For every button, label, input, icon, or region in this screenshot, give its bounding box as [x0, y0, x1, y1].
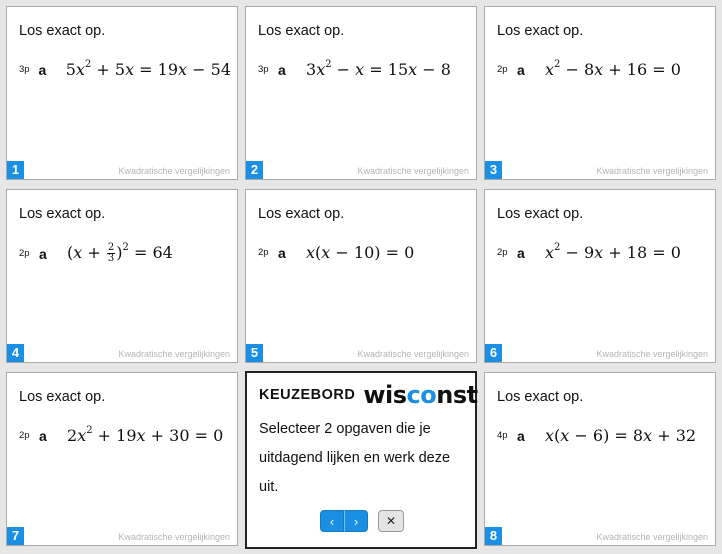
- card-number-badge: 4: [7, 344, 24, 362]
- points: 3p: [258, 64, 269, 75]
- card-number-badge: 7: [7, 527, 24, 545]
- exercise-card-1[interactable]: [6, 6, 238, 180]
- points: 3p: [19, 64, 30, 75]
- board-title: KEUZEBORD: [259, 387, 356, 403]
- topic-label: Kwadratische vergelijkingen: [357, 166, 469, 176]
- instruction: Los exact op.: [497, 206, 584, 222]
- previous-button[interactable]: ‹: [320, 510, 344, 532]
- points: 2p: [258, 247, 269, 258]
- exercise-card-3[interactable]: [484, 6, 716, 180]
- equation: x(x − 6) = 8x + 32: [545, 426, 697, 445]
- sub-letter: a: [39, 245, 47, 262]
- instruction: Los exact op.: [497, 389, 584, 405]
- points: 2p: [497, 247, 508, 258]
- choice-board-panel: [245, 371, 477, 549]
- equation: $5x^2 + 5x = 19x - 54$: [65, 59, 231, 79]
- equation: $2x^2 + 19x + 30 = 0$: [67, 425, 224, 445]
- equation: $3x^2 - x = 15x - 8$: [306, 59, 451, 79]
- board-header: [259, 381, 478, 409]
- wiskunst-logo: wisconst: [363, 381, 478, 409]
- sub-letter: a: [517, 61, 525, 78]
- exercise-card-8[interactable]: [484, 372, 716, 546]
- instruction: Los exact op.: [19, 389, 106, 405]
- card-number-badge: 2: [246, 161, 263, 179]
- instruction: Los exact op.: [19, 23, 106, 39]
- card-number-badge: 6: [485, 344, 502, 362]
- sub-letter: a: [517, 427, 525, 444]
- instruction: Los exact op.: [258, 206, 345, 222]
- infinity-icon: co: [406, 381, 437, 409]
- equation: x(x − 10) = 0: [306, 243, 415, 262]
- topic-label: Kwadratische vergelijkingen: [357, 349, 469, 359]
- instruction: Los exact op.: [19, 206, 106, 222]
- sub-letter: a: [39, 427, 47, 444]
- sub-letter: a: [517, 244, 525, 261]
- card-number-badge: 3: [485, 161, 502, 179]
- sub-letter: a: [278, 61, 286, 78]
- topic-label: Kwadratische vergelijkingen: [596, 166, 708, 176]
- instruction: Los exact op.: [497, 23, 584, 39]
- board-instruction: Selecteer 2 opgaven die je uitdagend lijken en werk deze uit.: [259, 421, 451, 495]
- equation: $x^2 - 9x + 18 = 0$: [545, 242, 681, 262]
- topic-label: Kwadratische vergelijkingen: [596, 532, 708, 542]
- card-number-badge: 5: [246, 344, 263, 362]
- topic-label: Kwadratische vergelijkingen: [118, 532, 230, 542]
- exercise-card-6[interactable]: [484, 189, 716, 363]
- topic-label: Kwadratische vergelijkingen: [596, 349, 708, 359]
- board-nav: [320, 510, 368, 532]
- equation: (x + $\frac{2}{3}$ )$^2$ = 64: [67, 242, 173, 264]
- topic-label: Kwadratische vergelijkingen: [118, 166, 230, 176]
- sub-letter: a: [278, 244, 286, 261]
- instruction: Los exact op.: [258, 23, 345, 39]
- exercise-card-7[interactable]: [6, 372, 238, 546]
- next-button[interactable]: ›: [344, 510, 368, 532]
- exercise-card-2[interactable]: [245, 6, 477, 180]
- card-number-badge: 1: [7, 161, 24, 179]
- points: 2p: [19, 248, 30, 259]
- exercise-card-5[interactable]: [245, 189, 477, 363]
- sub-letter: a: [38, 61, 47, 78]
- topic-label: Kwadratische vergelijkingen: [118, 349, 230, 359]
- card-number-badge: 8: [485, 527, 502, 545]
- exercise-card-4[interactable]: [6, 189, 238, 363]
- points: 4p: [497, 430, 508, 441]
- points: 2p: [19, 430, 30, 441]
- points: 2p: [497, 64, 508, 75]
- equation: $x^2 - 8x + 16 = 0$: [545, 59, 681, 79]
- close-button[interactable]: ✕: [378, 510, 404, 532]
